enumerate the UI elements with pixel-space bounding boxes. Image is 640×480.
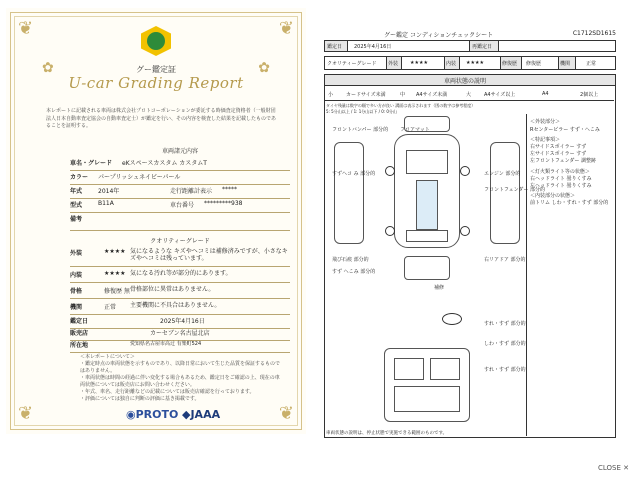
sheet-footer-note: 車両状態の説明は、停止状態で実施できる範囲のものです。	[326, 431, 448, 436]
diagram-label: フロアマット	[400, 127, 430, 133]
certificate-intro: 本レポートに記載される車両は株式会社プロトコーポレーションが委託する時価査定資格者（一般財団法人日本自動車査定協会の自動車査定士）が鑑定を行い、その内容を検査した結果を記載したものであることを証明する。	[46, 108, 277, 129]
quality-desc: 骨格部位に異常はありません。	[130, 286, 215, 293]
grade-cell-value: 正常	[586, 61, 597, 67]
quality-desc: 気になるような キズやヘコミは補修済みですが、小さなキズやヘコミは残っています。	[130, 248, 288, 262]
vehicle-model-value: B11A	[98, 200, 114, 207]
grade-label: クオリティーグレード	[327, 61, 377, 67]
legend-key: 中	[400, 92, 406, 98]
reappraisal-label: 再鑑定日	[472, 44, 493, 50]
section-quality-heading: クオリティーグレード	[150, 238, 210, 245]
grade-cell-value: 修復歴	[526, 61, 542, 67]
corner-ornament-icon: ❦	[278, 403, 294, 424]
diagram-label: フロントバンパー 部分的	[332, 127, 389, 133]
date-value: 2025年4月16日	[354, 44, 392, 50]
tire-icon	[385, 226, 395, 236]
grading-certificate	[6, 8, 306, 434]
steering-wheel-icon	[442, 313, 462, 325]
vehicle-chassis-label: 車台番号	[170, 202, 195, 209]
right-note: 左フロントフェンダー 調整跡	[530, 158, 596, 164]
quality-desc: 気になる汚れ等が部分的にあります。	[130, 270, 232, 277]
vehicle-mileage-label: 走行距離計表示	[170, 188, 213, 195]
quality-row	[70, 302, 290, 314]
address-value: 愛知県名古屋市高辻 有楽町524	[130, 341, 202, 347]
note-item: ・評価については独自に判断の評価に基き掲載です。	[80, 396, 200, 402]
right-note: 右サイドスポイラー すず	[530, 144, 587, 150]
certificate-title: U-car Grading Report	[68, 74, 244, 92]
close-button[interactable]: CLOSE ✕	[598, 464, 630, 472]
grade-cell-key: 外装	[388, 61, 399, 67]
tire-icon	[460, 226, 470, 236]
vehicle-model-row	[70, 200, 290, 213]
quality-label: 内装	[70, 272, 83, 279]
vehicle-remarks-row	[70, 214, 290, 231]
notes-header: ＜本レポートについて＞	[80, 354, 135, 360]
sheet-title: グー鑑定 コンディションチェックシート	[384, 32, 494, 39]
right-note: 右ヘッドライト 曇りくすみ	[530, 176, 592, 182]
quality-label: 外装	[70, 250, 83, 257]
diagram-label: すれ・すず 部分的	[484, 367, 526, 373]
right-note: 前トリム しわ・すれ・すず 部分的	[530, 200, 609, 206]
vehicle-color-label: カラー	[70, 174, 89, 181]
address-row	[70, 340, 290, 353]
vehicle-mileage-value: *****	[222, 186, 237, 193]
date-label: 鑑定日	[327, 44, 343, 50]
quality-stars: 修復歴 無	[104, 288, 130, 295]
diagram-label: 補修	[434, 285, 445, 291]
appraisal-date-value: 2025年4月16日	[160, 318, 205, 325]
note-item: ・車両状態は時間の経過に伴い変化する場合もあるため、鑑定日をご確認の上、現在の車両状態については販売店にお問い合わせください。	[80, 375, 280, 388]
appraisal-date-label: 鑑定日	[70, 318, 89, 325]
vehicle-color-value: パープリッシュネイビーパール	[98, 174, 181, 181]
shop-value: カーセブン名古屋北店	[150, 330, 210, 337]
legend-value: A4サイズ以上	[484, 92, 516, 98]
proto-logo: ◉PROTO	[126, 408, 179, 421]
ribbon-ornament-icon: ✿	[42, 60, 54, 76]
legend-key: 小	[328, 92, 334, 98]
quality-label: 機関	[70, 304, 83, 311]
grade-cell-key: 機関	[560, 61, 571, 67]
diagram-label: エンジン 部分的	[484, 171, 521, 177]
address-label: 所在地	[70, 342, 89, 349]
sheet-code: C1712SD1615	[572, 30, 616, 37]
vehicle-model-label: 型式	[70, 202, 83, 209]
grade-cell-key: 内装	[446, 61, 457, 67]
vehicle-color-row	[70, 172, 290, 185]
quality-stars: ★★★★	[104, 270, 126, 277]
quality-label: 骨格	[70, 288, 83, 295]
quality-row	[70, 270, 290, 282]
quality-stars: 正常	[104, 304, 117, 311]
shop-label: 販売店	[70, 330, 89, 337]
ribbon-ornament-icon: ✿	[258, 60, 270, 76]
diagram-label: フロントフェンダー 部分的	[484, 187, 545, 193]
vehicle-year-label: 年式	[70, 188, 83, 195]
quality-row	[70, 286, 290, 298]
grade-cell-key: 修復歴	[502, 61, 518, 67]
tire-icon	[385, 166, 395, 176]
diagram-label: 右リアドア 部分的	[484, 257, 526, 263]
note-item: ・年式、車名、走行距離などの記載については販売店確認を行っております。	[80, 389, 255, 395]
tire-note: タイヤ残量は数字の順で多い方が良い 溝面は表示されます（図の数字は参考程度）	[326, 103, 476, 108]
right-note: ＜灯火類ライト等の状態＞	[530, 169, 590, 175]
right-note: ＜内装部分の状態＞	[530, 193, 576, 199]
diagram-label: 飛び石痕 部分的	[332, 257, 369, 263]
close-icon: ✕	[623, 464, 630, 472]
jaaa-logo: ◆JAAA	[182, 408, 221, 421]
quality-stars: ★★★★	[104, 248, 126, 255]
vehicle-name-row	[70, 158, 290, 171]
section-vehicle-heading: 車両諸元内容	[161, 148, 198, 155]
corner-ornament-icon: ❦	[278, 18, 294, 39]
right-note: 左サイドスポイラー すず	[530, 151, 587, 157]
vehicle-year-value: 2014年	[98, 188, 120, 195]
tire-icon	[460, 166, 470, 176]
grade-cell-value: ★★★★	[466, 60, 484, 66]
diagram-label: しわ・すず 部分的	[484, 341, 526, 347]
vehicle-name-label: 車名・グレード	[70, 160, 113, 167]
legend-value: カードサイズ未満	[346, 92, 386, 98]
report-notes	[80, 354, 280, 403]
diagram-label: すれ・すず 部分的	[484, 321, 526, 327]
right-note: ＜特記事項＞	[530, 137, 561, 143]
legend-value: 2個以上	[580, 92, 599, 98]
corner-ornament-icon: ❦	[18, 403, 34, 424]
vehicle-name-value: eKスペースカスタム カスタムT	[122, 160, 207, 167]
condition-check-sheet	[324, 30, 616, 440]
vehicle-chassis-value: *********938	[204, 200, 243, 207]
right-note: 左ヘッドライト 曇りくすみ	[530, 183, 592, 189]
quality-desc: 主要機関に不具合はありません。	[130, 302, 221, 309]
quality-row	[70, 248, 290, 266]
vehicle-year-row	[70, 186, 290, 199]
right-notes-title: ＜外装部分＞	[530, 119, 561, 125]
legend-key: A4	[542, 91, 549, 97]
grade-cell-value: ★★★★	[410, 60, 428, 66]
diagram-label: すず へこみ 部分的	[332, 269, 376, 275]
vehicle-remarks-label: 備考	[70, 216, 83, 223]
corner-ornament-icon: ❦	[18, 18, 34, 39]
diagram-label: すずへコ み 部分的	[332, 171, 376, 177]
right-note: Rセンターピラー すず・へこみ	[530, 127, 600, 133]
tire-note-scale: 5: 5分山以上 / 1: 1分山以下 / 0: 0分山	[326, 109, 397, 114]
condition-title: 車両状態の説明	[444, 78, 487, 85]
note-item: ・鑑定時点の車両状態を示すものであり、以降日常において生じた品質を保証するものではありません。	[80, 361, 281, 374]
certificate-top-label: グー鑑定証	[136, 65, 176, 74]
legend-value: A4サイズ未満	[416, 92, 448, 98]
legend-key: 大	[466, 92, 472, 98]
